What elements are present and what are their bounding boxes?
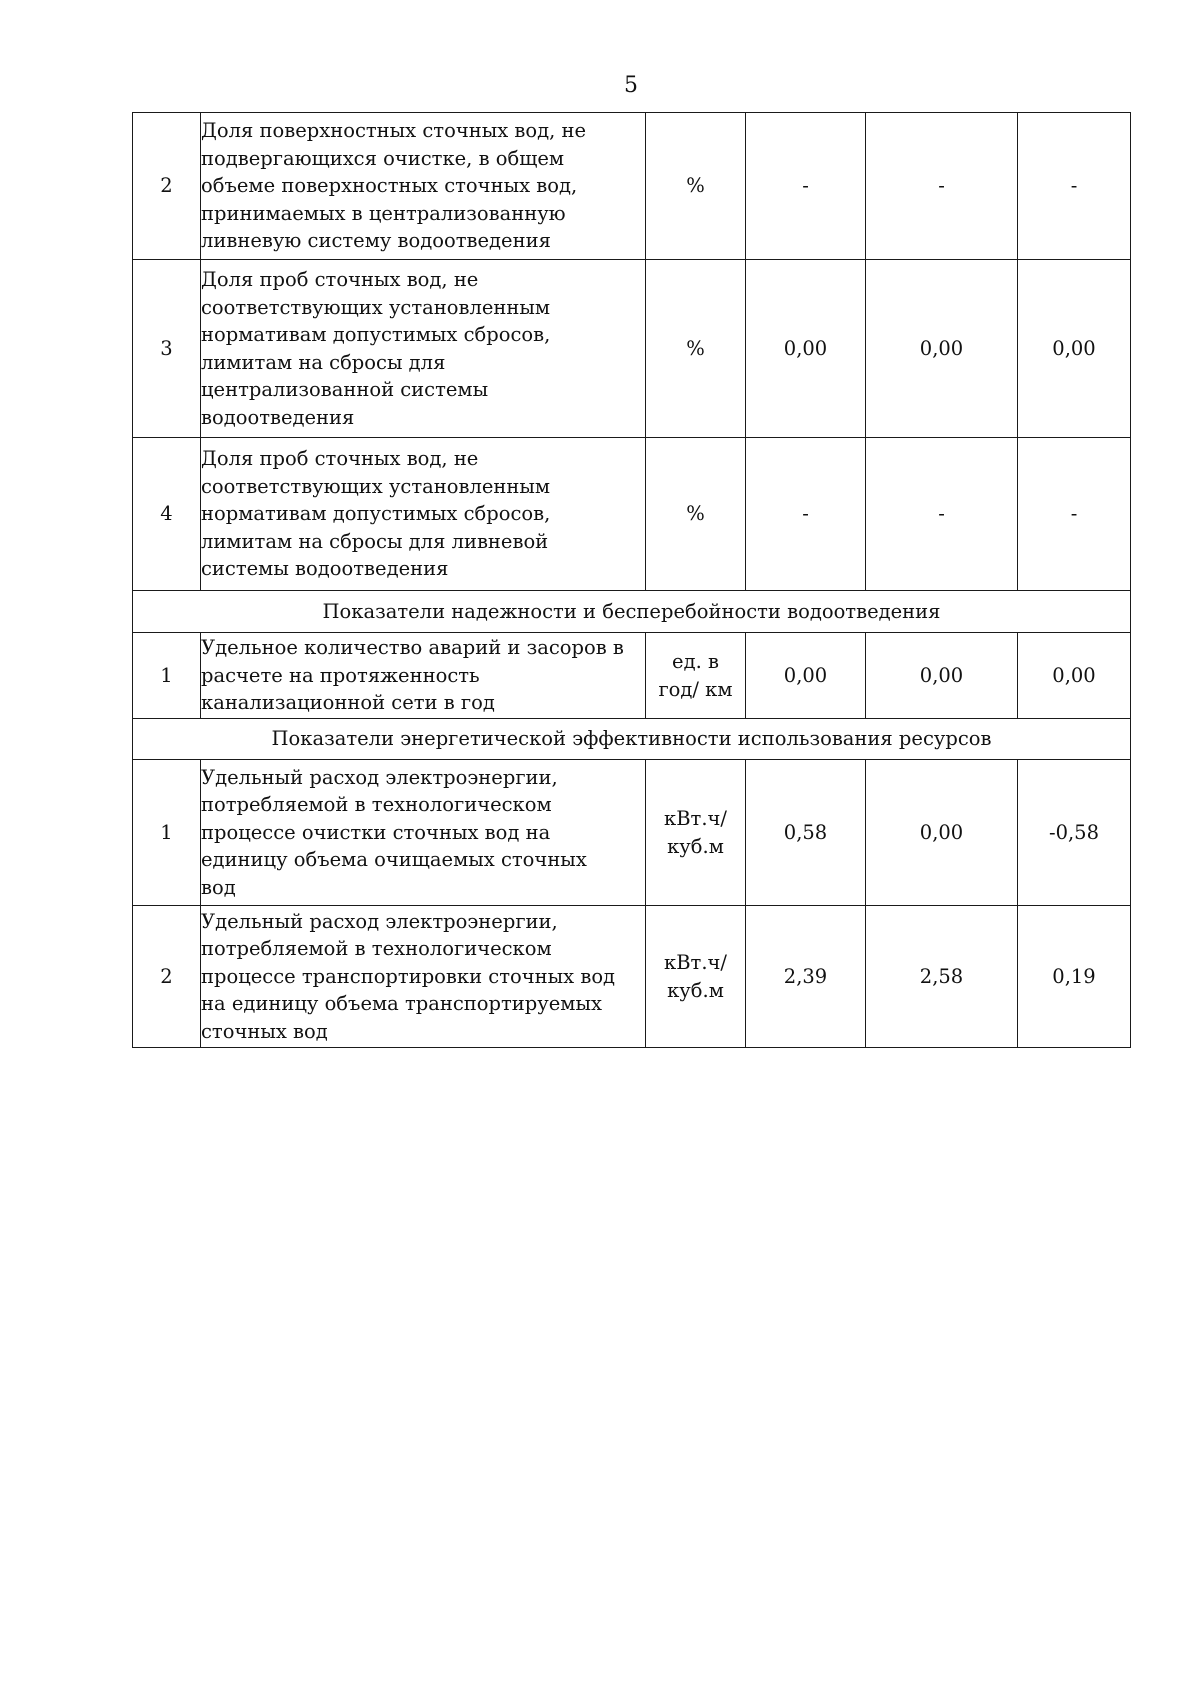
description-line: системы водоотведения	[201, 557, 449, 581]
value-cell: 0,00	[1018, 260, 1131, 438]
description-line: сточных вод	[201, 1019, 328, 1043]
row-number: 1	[133, 633, 201, 719]
table-body	[133, 113, 1131, 1048]
row-number: 3	[133, 260, 201, 438]
unit-of-measure	[646, 113, 746, 260]
indicator-description	[201, 438, 646, 591]
description-line: лимитам на сбросы для ливневой	[201, 529, 549, 553]
value-cell: -	[1018, 113, 1131, 260]
value-cell: 2,58	[866, 906, 1018, 1048]
value-cell: 2,39	[746, 906, 866, 1048]
value-cell: -	[1018, 438, 1131, 591]
description-line: Доля поверхностных сточных вод, не	[201, 119, 587, 143]
description-line: Удельное количество аварий и засоров в	[201, 636, 624, 660]
unit-line: %	[686, 174, 705, 198]
row-number: 4	[133, 438, 201, 591]
description-line: нормативам допустимых сбросов,	[201, 502, 551, 526]
table-row	[133, 438, 1131, 591]
unit-line: кВт.ч/	[664, 807, 727, 830]
value-cell: -	[746, 113, 866, 260]
indicator-description	[201, 633, 646, 719]
value-cell: 0,00	[866, 260, 1018, 438]
unit-line: ед. в	[672, 650, 719, 673]
description-line: потребляемой в технологическом	[201, 793, 552, 817]
description-line: Доля проб сточных вод, не	[201, 447, 479, 471]
unit-of-measure	[646, 760, 746, 906]
value-cell: -	[866, 113, 1018, 260]
description-line: централизованной системы	[201, 378, 489, 401]
description-line: лимитам на сбросы для	[201, 350, 446, 374]
description-line: процессе очистки сточных вод на	[201, 820, 551, 844]
description-line: соответствующих установленным	[201, 295, 551, 319]
value-cell: -	[746, 438, 866, 591]
value-cell: 0,00	[866, 633, 1018, 719]
unit-line: %	[686, 336, 705, 360]
row-number: 2	[133, 113, 201, 260]
value-cell: 0,00	[1018, 633, 1131, 719]
description-line: расчете на протяженность	[201, 663, 480, 687]
unit-line: год/ км	[658, 677, 733, 701]
indicator-description	[201, 760, 646, 906]
description-line: подвергающихся очистке, в общем	[201, 146, 565, 170]
description-line: на единицу объема транспортируемых	[201, 992, 602, 1016]
description-line: соответствующих установленным	[201, 474, 551, 498]
table-row	[133, 113, 1131, 260]
description-line: Удельный расход электроэнергии,	[201, 765, 558, 789]
table-row	[133, 633, 1131, 719]
section-header-row	[133, 591, 1131, 633]
value-cell: 0,00	[866, 760, 1018, 906]
value-cell: 0,19	[1018, 906, 1131, 1048]
indicator-description	[201, 906, 646, 1048]
description-line: ливневую систему водоотведения	[201, 229, 551, 253]
description-line: процессе транспортировки сточных вод	[201, 964, 616, 988]
description-line: канализационной сети в год	[201, 691, 495, 715]
table-row	[133, 760, 1131, 906]
section-title: Показатели надежности и бесперебойности водоотведения	[133, 591, 1131, 633]
section-header-row	[133, 719, 1131, 760]
page-number: 5	[624, 73, 638, 98]
indicator-description	[201, 260, 646, 438]
indicator-description	[201, 113, 646, 260]
value-cell: 0,00	[746, 633, 866, 719]
unit-of-measure	[646, 633, 746, 719]
indicators-table	[132, 112, 1131, 1048]
row-number: 2	[133, 906, 201, 1048]
description-line: Удельный расход электроэнергии,	[201, 909, 558, 933]
section-title: Показатели энергетической эффективности использования ресурсов	[133, 719, 1131, 760]
unit-line: куб.м	[667, 834, 724, 858]
table-row	[133, 260, 1131, 438]
unit-of-measure	[646, 906, 746, 1048]
value-cell: 0,00	[746, 260, 866, 438]
description-line: нормативам допустимых сбросов,	[201, 323, 551, 346]
unit-line: %	[686, 502, 705, 526]
unit-of-measure	[646, 260, 746, 438]
value-cell: 0,58	[746, 760, 866, 906]
unit-line: куб.м	[667, 978, 724, 1002]
unit-line: кВт.ч/	[664, 951, 727, 974]
unit-of-measure	[646, 438, 746, 591]
description-line: водоотведения	[201, 405, 355, 429]
value-cell: -0,58	[1018, 760, 1131, 906]
description-line: объеме поверхностных сточных вод,	[201, 174, 578, 198]
description-line: принимаемых в централизованную	[201, 201, 566, 225]
description-line: вод	[201, 875, 236, 899]
table-row	[133, 906, 1131, 1048]
description-line: единицу объема очищаемых сточных	[201, 848, 587, 872]
row-number: 1	[133, 760, 201, 906]
value-cell: -	[866, 438, 1018, 591]
description-line: потребляемой в технологическом	[201, 937, 552, 961]
description-line: Доля проб сточных вод, не	[201, 268, 479, 291]
